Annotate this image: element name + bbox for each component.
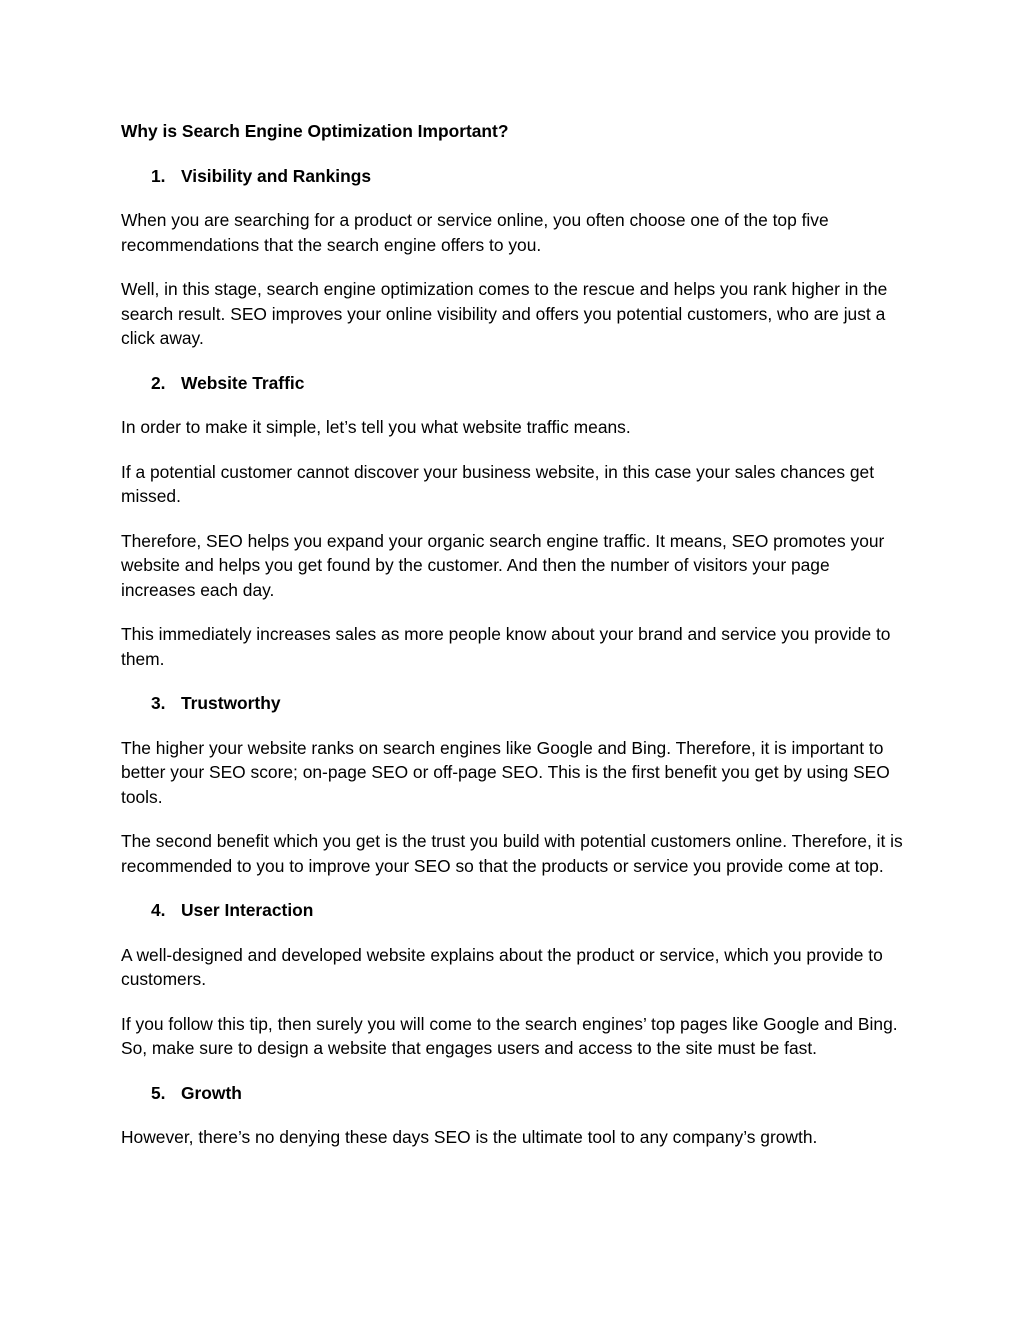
section-user-interaction	[121, 898, 904, 1061]
section-number: 3.	[151, 693, 166, 713]
section-visibility	[121, 164, 904, 351]
paragraph: However, there’s no denying these days SEO is the ultimate tool to any company’s growth.	[121, 1127, 818, 1147]
section-number: 1.	[151, 165, 166, 186]
section-website-traffic	[121, 371, 904, 672]
section-heading	[121, 371, 904, 396]
section-heading	[121, 164, 904, 189]
paragraph: This immediately increases sales as more people know about your brand and service you provide to them.	[121, 624, 891, 669]
paragraph: If a potential customer cannot discover your business website, in this case your sales chances get missed.	[121, 461, 875, 506]
section-title: Website Traffic	[181, 372, 305, 393]
section-number: 5.	[151, 1082, 166, 1103]
section-number: 2.	[151, 372, 166, 393]
paragraph: Well, in this stage, search engine optimization comes to the rescue and helps you rank higher in the search result. SEO improves your online visibility and offers you potential customers, who are just a click away.	[121, 279, 888, 348]
paragraph: When you are searching for a product or service online, you often choose one of the top five recommendations that the search engine offers to you.	[121, 210, 829, 255]
section-number: 4.	[151, 900, 166, 920]
section-title: Trustworthy	[181, 693, 281, 713]
document-title: Why is Search Engine Optimization Important?	[121, 121, 509, 141]
paragraph: If you follow this tip, then surely you will come to the search engines’ top pages like Google and Bing. So, make sure to design a website that engages users and access to the site must be fast.	[121, 1013, 898, 1058]
section-title: Visibility and Rankings	[181, 165, 372, 186]
section-heading	[121, 898, 904, 923]
section-trustworthy	[121, 691, 904, 878]
paragraph: Therefore, SEO helps you expand your organic search engine traffic. It means, SEO promotes your website and helps you get found by the customer. And then the number of visitors your page increases each day.	[121, 530, 885, 600]
paragraph: A well-designed and developed website explains about the product or service, which you provide to customers.	[121, 944, 883, 989]
section-title: User Interaction	[181, 900, 314, 920]
paragraph: The higher your website ranks on search engines like Google and Bing. Therefore, it is important to better your SEO score; on-page SEO or off-page SEO. This is the first benefit you get by using SEO tools.	[121, 737, 890, 807]
section-heading	[121, 1081, 904, 1106]
paragraph: The second benefit which you get is the trust you build with potential customers online. Therefore, it is recommended to you to improve your SEO so that the products or service you provide come at top.	[121, 831, 903, 876]
paragraph: In order to make it simple, let’s tell you what website traffic means.	[121, 417, 631, 437]
section-growth	[121, 1081, 904, 1150]
section-title: Growth	[181, 1082, 242, 1103]
section-heading	[121, 691, 904, 716]
